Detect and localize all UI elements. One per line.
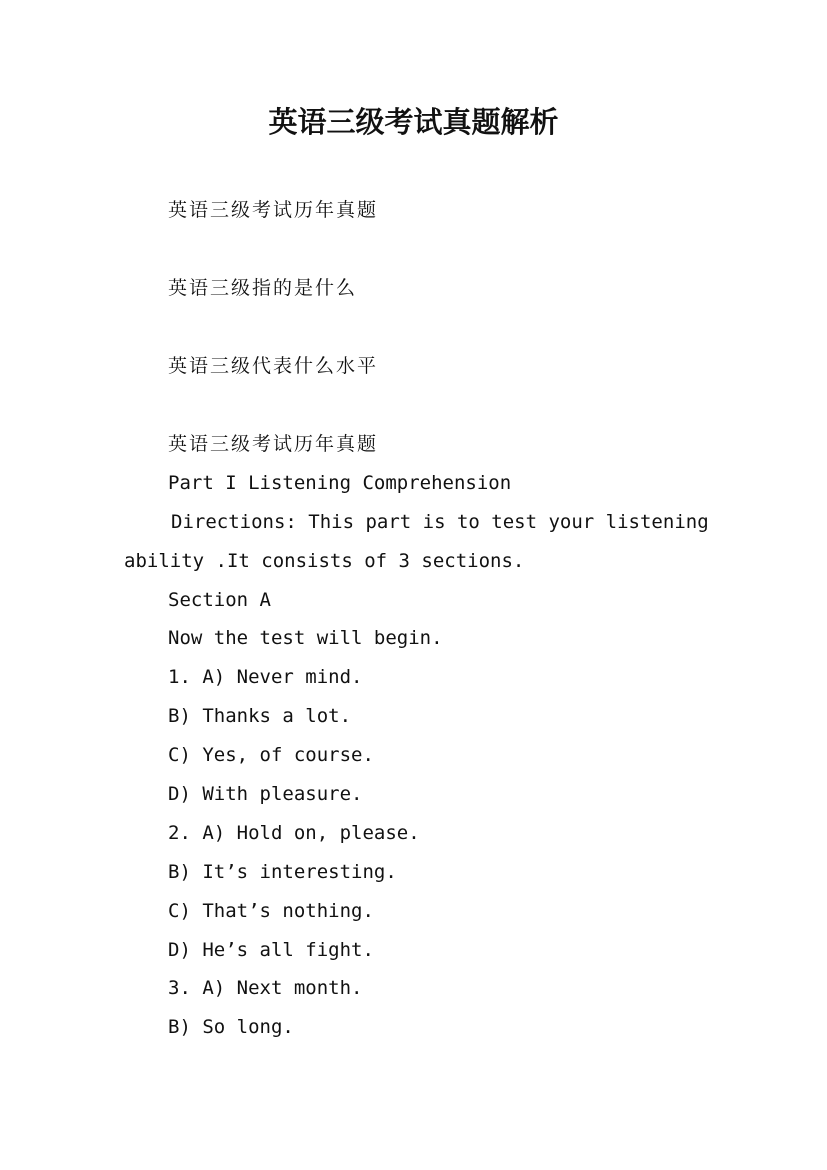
option-2b: B) It’s interesting. (168, 861, 397, 883)
option-1d: D) With pleasure. (168, 783, 363, 805)
toc-item-past-exams: 英语三级考试历年真题 (168, 199, 379, 221)
option-1b: B) Thanks a lot. (168, 705, 352, 727)
toc-item-what-is-level-3: 英语三级指的是什么 (168, 277, 358, 299)
option-2c: C) That’s nothing. (168, 900, 374, 922)
section-heading: 英语三级考试历年真题 (168, 433, 379, 455)
section-a-label: Section A (168, 589, 271, 611)
directions-line-2: ability .It consists of 3 sections. (124, 550, 525, 572)
intro-line: Now the test will begin. (168, 627, 443, 649)
document-title: 英语三级考试真题解析 (268, 105, 559, 139)
toc-item-level-meaning: 英语三级代表什么水平 (168, 355, 379, 377)
option-2d: D) He’s all fight. (168, 939, 374, 961)
directions-line-1: Directions: This part is to test your listening (171, 511, 709, 533)
part-title: Part I Listening Comprehension (168, 472, 512, 494)
option-3b: B) So long. (168, 1016, 294, 1038)
option-2a: 2. A) Hold on, please. (168, 822, 420, 844)
option-3a: 3. A) Next month. (168, 977, 363, 999)
option-1a: 1. A) Never mind. (168, 666, 363, 688)
option-1c: C) Yes, of course. (168, 744, 374, 766)
